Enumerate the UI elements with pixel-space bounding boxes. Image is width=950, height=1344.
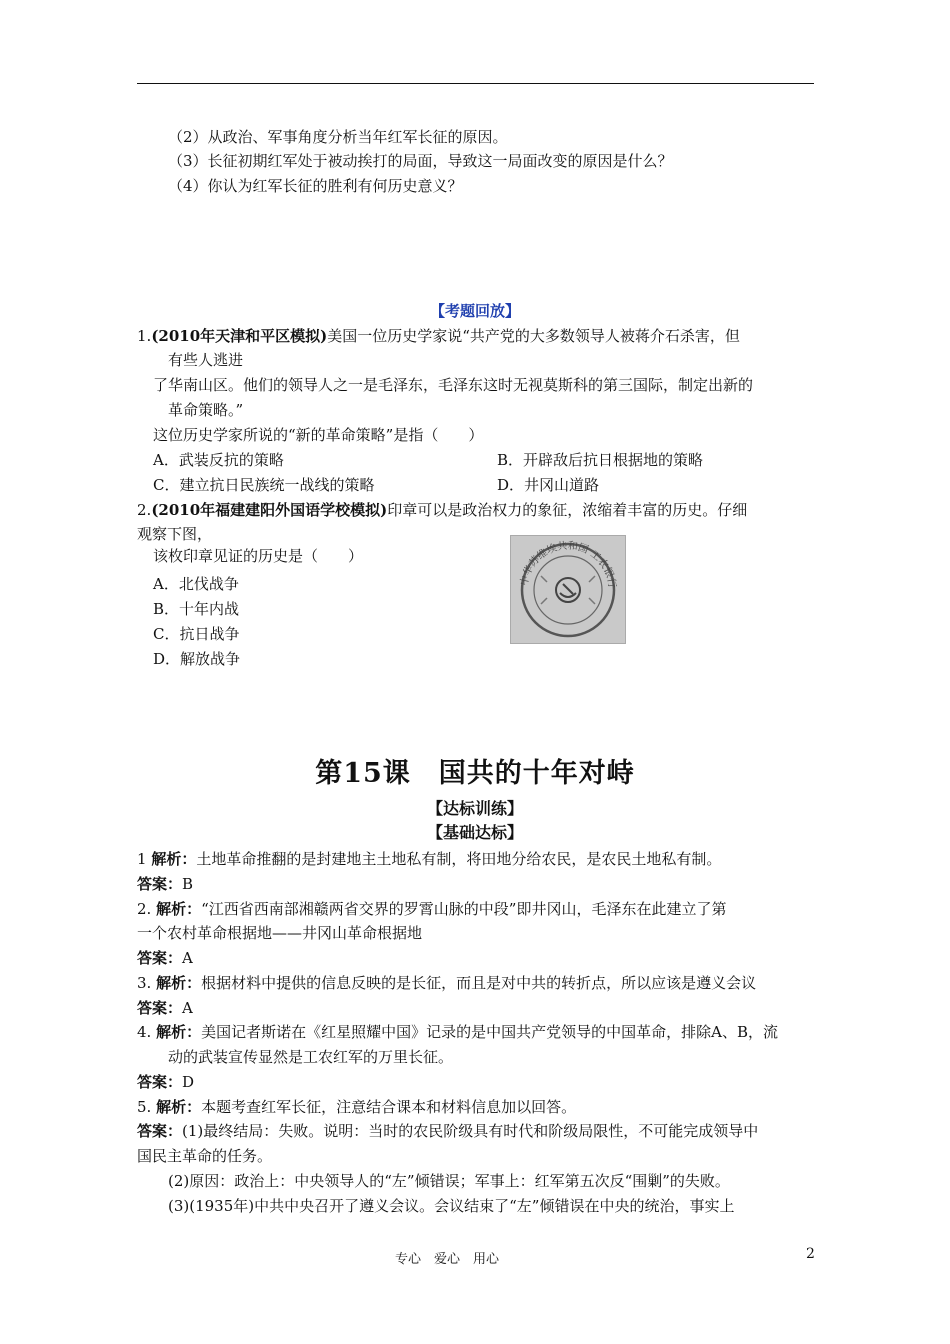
q2-option-d: D．解放战争 xyxy=(153,650,241,668)
q1-line-4: 革命策略。” xyxy=(168,401,244,419)
answer-4-value: D xyxy=(182,1073,195,1091)
q2-text-1: 印章可以是政治权力的象征，浓缩着丰富的历史。仔细 xyxy=(387,501,748,519)
page-footer: 专心 爱心 用心 xyxy=(395,1252,500,1267)
answer-5-value-4: (3)(1935年)中共中央召开了遵义会议。会议结束了“左”倾错误在中央的统治，事实上 xyxy=(168,1197,735,1215)
answer-2-number: 2. xyxy=(137,900,152,918)
answer-3-number: 3. xyxy=(137,974,152,992)
q1-option-b: B．开辟敌后抗日根据地的策略 xyxy=(497,451,704,469)
answer-3-text: 根据材料中提供的信息反映的是长征，而且是对中共的转折点，所以应该是遵义会议 xyxy=(201,974,757,992)
answer-4-text-1: 美国记者斯诺在《红星照耀中国》记录的是中国共产党领导的中国革命，排除A、B，流 xyxy=(201,1023,778,1041)
q1-source: (2010年天津和平区模拟) xyxy=(151,327,328,345)
answer-5-value-1: (1)最终结局：失败。说明：当时的农民阶级具有时代和阶级局限性，不可能完成领导中 xyxy=(182,1122,759,1140)
q1-option-c: C．建立抗日民族统一战线的策略 xyxy=(153,476,375,494)
q1-stem: 这位历史学家所说的“新的革命策略”是指（ ） xyxy=(153,426,484,444)
answer-5-value-2: 国民主革命的任务。 xyxy=(137,1147,273,1165)
header-rule xyxy=(137,83,814,84)
answer-5-value-3: (2)原因：政治上：中央领导人的“左”倾错误；军事上：红军第五次反“围剿”的失败。 xyxy=(168,1172,730,1190)
seal-stamp-icon xyxy=(511,536,625,643)
answer-5-analysis xyxy=(137,1096,576,1118)
analysis-label: 解析： xyxy=(156,1023,202,1041)
q1-option-d: D．井冈山道路 xyxy=(497,476,600,494)
q2-option-b: B．十年内战 xyxy=(153,600,240,618)
q1-line-2: 有些人逃进 xyxy=(168,351,244,369)
training-heading: 【达标训练】 xyxy=(426,799,523,818)
svg-text:中华苏维埃共和国 工农银行 xyxy=(517,539,618,589)
answer-4-number: 4. xyxy=(137,1023,152,1041)
answer-label: 答案： xyxy=(137,875,183,893)
answer-1-text: 土地革命推翻的是封建地主土地私有制，将田地分给农民，是农民土地私有制。 xyxy=(196,850,722,868)
answer-label: 答案： xyxy=(137,1073,183,1091)
review-heading: 【考题回放】 xyxy=(429,302,520,320)
answer-5-key-1 xyxy=(137,1120,758,1142)
analysis-label: 解析： xyxy=(156,1098,202,1116)
answer-2-text-1: “江西省西南部湘赣两省交界的罗霄山脉的中段”即井冈山，毛泽东在此建立了第 xyxy=(201,900,727,918)
answer-5-text: 本题考查红军长征，注意结合课本和材料信息加以回答。 xyxy=(201,1098,577,1116)
answer-4-key xyxy=(137,1071,194,1093)
answer-1-value: B xyxy=(182,875,194,893)
analysis-label: 解析： xyxy=(156,900,202,918)
analysis-label: 解析： xyxy=(151,850,197,868)
analysis-label: 解析： xyxy=(156,974,202,992)
seal-text: 中华苏维埃共和国 工农银行 xyxy=(519,540,618,589)
answer-3-analysis xyxy=(137,972,756,994)
answer-4-text-2: 动的武装宣传显然是工农红军的万里长征。 xyxy=(168,1048,454,1066)
seal-image xyxy=(510,535,626,644)
answer-3-value: A xyxy=(182,999,193,1017)
q1-line-3: 了华南山区。他们的领导人之一是毛泽东，毛泽东这时无视莫斯科的第三国际，制定出新的 xyxy=(153,376,754,394)
q1-text-1: 美国一位历史学家说“共产党的大多数领导人被蒋介石杀害，但 xyxy=(327,327,740,345)
answer-2-key xyxy=(137,947,193,969)
answer-4-analysis xyxy=(137,1021,778,1043)
q1-option-a: A．武装反抗的策略 xyxy=(153,451,284,469)
answer-1-key xyxy=(137,873,193,895)
answer-1-analysis xyxy=(137,848,721,870)
question-2-line: （2）从政治、军事角度分析当年红军长征的原因。 xyxy=(168,128,508,146)
q2-option-a: A．北伐战争 xyxy=(153,575,239,593)
answer-label: 答案： xyxy=(137,949,183,967)
answer-2-value: A xyxy=(182,949,193,967)
q2-option-c: C．抗日战争 xyxy=(153,625,240,643)
q1-line-1 xyxy=(137,325,740,347)
answer-label: 答案： xyxy=(137,1122,183,1140)
answer-2-text-2: 一个农村革命根据地——井冈山革命根据地 xyxy=(137,924,423,942)
q2-stem: 该枚印章见证的历史是（ ） xyxy=(153,547,364,565)
question-3-line: （3）长征初期红军处于被动挨打的局面，导致这一局面改变的原因是什么？ xyxy=(168,152,673,170)
answer-1-number: 1 xyxy=(137,850,147,868)
answer-5-number: 5. xyxy=(137,1098,152,1116)
q2-number: 2. xyxy=(137,501,152,519)
q1-number: 1. xyxy=(137,327,152,345)
answer-label: 答案： xyxy=(137,999,183,1017)
lesson-title: 第15课 国共的十年对峙 xyxy=(315,758,635,789)
page-number: 2 xyxy=(806,1246,815,1262)
question-4-line: （4）你认为红军长征的胜利有何历史意义？ xyxy=(168,177,463,195)
q2-line-1 xyxy=(137,499,747,521)
q2-line-2: 观察下图， xyxy=(137,525,213,543)
basic-heading: 【基础达标】 xyxy=(426,823,523,842)
answer-3-key xyxy=(137,997,193,1019)
answer-2-analysis xyxy=(137,898,726,920)
q2-source: (2010年福建建阳外国语学校模拟) xyxy=(151,501,388,519)
